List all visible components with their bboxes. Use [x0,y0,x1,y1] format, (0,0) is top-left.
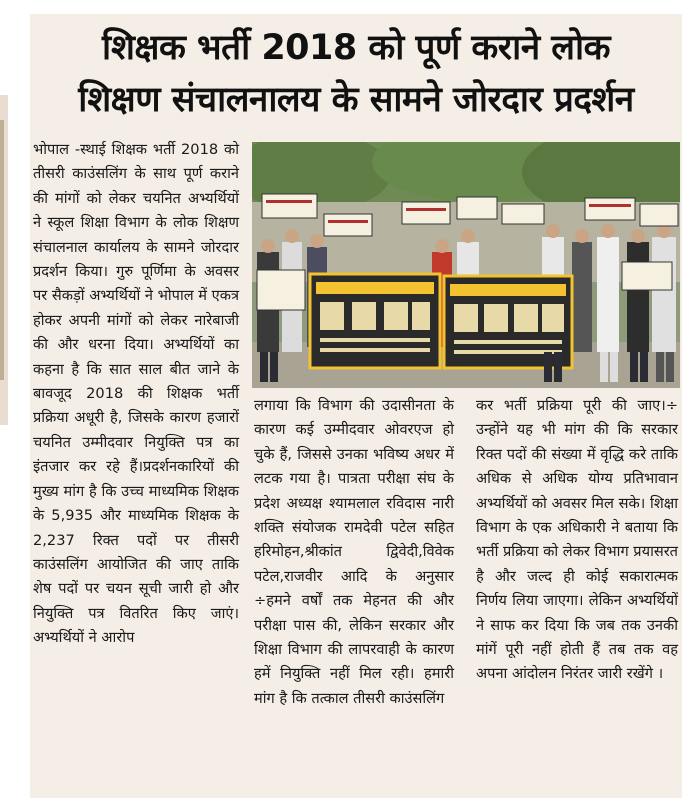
protest-photo [252,142,680,388]
adjacent-page-shadow [0,120,4,380]
newspaper-clipping [30,14,682,798]
article-column-2: लगाया कि विभाग की उदासीनता के कारण कई उम्मीदवार ओवरएज हो चुके हैं, जिससे उनका भविष्य अधर में लटक गया है। पात्रता परीक्षा संघ के प्रदेश अध्यक्ष श्यामलाल रविदास नारी शक्ति संयोजक रामदेवी पटेल सहित हरिमोहन,श्रीकांत द्विवेदी,विवेक पटेल,राजवीर आदि के अनुसार ÷हमने वर्षों तक मेहनत की और परीक्षा पास की, लेकिन सरकार और शिक्षा विभाग की लापरवाही के कारण हमें नियुक्ति नहीं मिल रही। हमारी मांग है कि तत्काल तीसरी काउंसलिंग [254,397,454,707]
headline-line-1: शिक्षक भर्ती 2018 को पूर्ण कराने लोक [102,28,610,68]
article-column-3: कर भर्ती प्रक्रिया पूरी की जाए।÷ उन्होंने यह भी मांग की कि सरकार रिक्त पदों की संख्या में वृद्धि करे ताकि अधिक से अधिक योग्य प्रतिभावान अभ्यर्थियों को अवसर मिल सके। शिक्षा विभाग के एक अधिकारी ने बताया कि भर्ती प्रक्रिया को लेकर विभाग प्रयासरत है और जल्द ही कोई सकारात्मक निर्णय लिया जाएगा। लेकिन अभ्यर्थियों ने साफ कर दिया कि जब तक उनकी मांगें पूरी नहीं होती हैं तब तक वह अपना आंदोलन निरंतर जारी रखेंगे । [476,397,678,683]
article-column-1: भोपाल -स्थाई शिक्षक भर्ती 2018 को तीसरी काउंसलिंग के साथ पूर्ण कराने की मांगों को लेकर चयनित अभ्यर्थियों ने स्कूल शिक्षा विभाग के लोक शिक्षण संचालनाल कार्यालय के सामने जोरदार प्रदर्शन किया। गुरु पूर्णिमा के अवसर पर सैकड़ों अभ्यर्थियों ने भोपाल में एकत्र होकर अपनी मांगों को लेकर नारेबाजी की और धरना दिया। अभ्यर्थियों का कहना है कि सात साल बीत जाने के बावजूद 2018 की शिक्षक भर्ती प्रक्रिया अधूरी है, जिसके कारण हजारों चयनित उम्मीदवार नियुक्ति पत्र का इंतजार कर रहे हैं।प्रदर्शनकारियों की मुख्य मांग है कि उच्च माध्यमिक शिक्षक के 5,935 और माध्यमिक शिक्षक के 2,237 रिक्त पदों पर तीसरी काउंसलिंग आयोजित की जाए ताकि शेष पदों पर चयन सूची जारी हो और नियुक्ति पत्र वितरित किए जाएं। अभ्यर्थियों ने आरोप [33,141,239,647]
headline-line-2: शिक्षण संचालनालय के सामने जोरदार प्रदर्शन [78,80,634,120]
headline [30,22,682,126]
